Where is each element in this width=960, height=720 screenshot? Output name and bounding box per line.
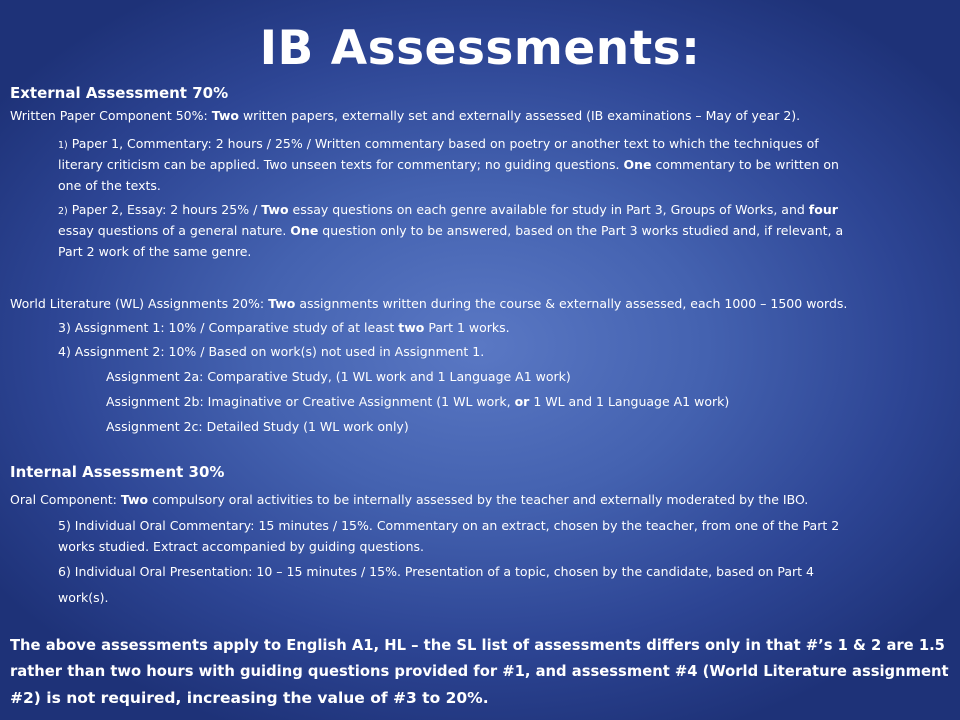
assignment-2b-line: Assignment 2b: Imaginative or Creative Assignment (1 WL work, or 1 WL and 1 Language A1 work)	[106, 394, 730, 409]
paper2-line-2: essay questions of a general nature. One question only to be answered, based on the Part 3 works studied and, if relevant, a	[58, 223, 844, 238]
assignment-2c-line: Assignment 2c: Detailed Study (1 WL work only)	[106, 419, 409, 434]
paper1-line-3: one of the texts.	[58, 178, 161, 193]
internal-heading: Internal Assessment 30%	[10, 463, 225, 481]
world-literature-line: World Literature (WL) Assignments 20%: Two assignments written during the course & externally assessed, each 1000 – 1500 words.	[10, 296, 848, 311]
assignment-2a-line: Assignment 2a: Comparative Study, (1 WL work and 1 Language A1 work)	[106, 369, 571, 384]
oral-presentation-line-1: 6) Individual Oral Presentation: 10 – 15 minutes / 15%. Presentation of a topic, chosen by the candidate, based on Part 4	[58, 564, 814, 579]
assignment-2-line: 4) Assignment 2: 10% / Based on work(s) not used in Assignment 1.	[58, 344, 485, 359]
oral-commentary-line-2: works studied. Extract accompanied by guiding questions.	[58, 539, 424, 554]
external-heading: External Assessment 70%	[10, 84, 229, 102]
slide-title: IB Assessments:	[259, 21, 701, 76]
assignment-1-line: 3) Assignment 1: 10% / Comparative study of at least two Part 1 works.	[58, 320, 510, 335]
footer-note-line-2: rather than two hours with guiding questions provided for #1, and assessment #4 (World Literature assignment	[10, 663, 949, 680]
paper2-line-3: Part 2 work of the same genre.	[58, 244, 252, 259]
written-paper-line: Written Paper Component 50%: Two written papers, externally set and externally assessed (IB examinations – May of year 2).	[10, 108, 801, 123]
paper1-line-2: literary criticism can be applied. Two unseen texts for commentary; no guiding questions. One commentary to be written on	[58, 157, 839, 172]
footer-note-line-3: #2) is not required, increasing the value of #3 to 20%.	[10, 689, 489, 707]
footer-note-line-1: The above assessments apply to English A1, HL – the SL list of assessments differs only in that #’s 1 & 2 are 1.5	[10, 637, 945, 654]
oral-commentary-line-1: 5) Individual Oral Commentary: 15 minutes / 15%. Commentary on an extract, chosen by the teacher, from one of the Part 2	[58, 518, 840, 533]
paper2-line-1: 2) Paper 2, Essay: 2 hours 25% / Two essay questions on each genre available for study in Part 3, Groups of Works, and four	[58, 202, 838, 217]
paper1-line-1: 1) Paper 1, Commentary: 2 hours / 25% / Written commentary based on poetry or another text to which the techniques of	[58, 136, 819, 151]
oral-presentation-line-2: work(s).	[58, 590, 109, 605]
oral-component-line: Oral Component: Two compulsory oral activities to be internally assessed by the teacher and externally moderated by the IBO.	[10, 492, 809, 507]
